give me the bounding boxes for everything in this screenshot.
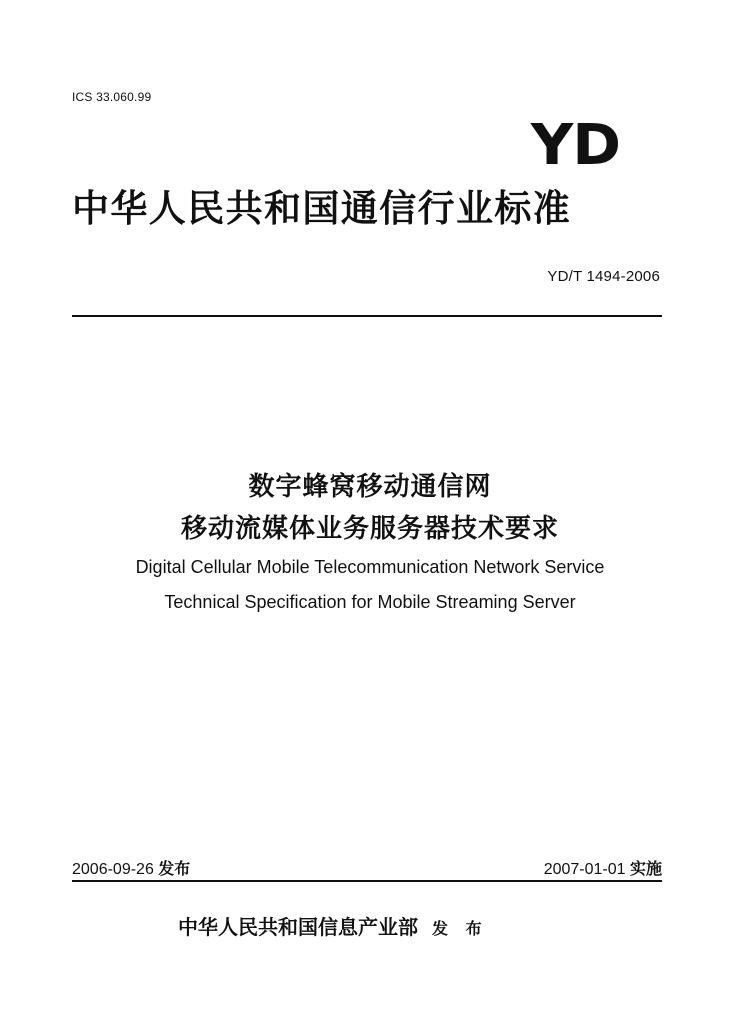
implementation-label: 实施 [629,859,662,878]
issue-date-block [72,856,190,879]
standard-number: YD/T 1494-2006 [547,268,660,285]
publisher-name: 中华人民共和国信息产业部 [178,915,418,939]
issue-label: 发布 [158,859,191,878]
ics-code: ICS 33.060.99 [72,90,152,104]
yd-logo: YD [530,113,620,178]
bottom-divider [72,880,662,882]
standard-title: 中华人民共和国通信行业标准 [72,187,572,230]
publish-verb: 发 布 [432,919,488,938]
top-divider [72,315,662,317]
title-cn-line1: 数字蜂窝移动通信网 [248,472,492,502]
title-en-line2: Technical Specification for Mobile Streaming Server [164,592,576,612]
issue-date: 2006-09-26 [72,861,154,878]
implementation-date-block [544,856,662,879]
implementation-date: 2007-01-01 [543,861,626,878]
title-cn-line2: 移动流媒体业务服务器技术要求 [180,514,559,544]
publisher-block [178,911,488,940]
title-en-line1: Digital Cellular Mobile Telecommunication Network Service [135,557,605,577]
